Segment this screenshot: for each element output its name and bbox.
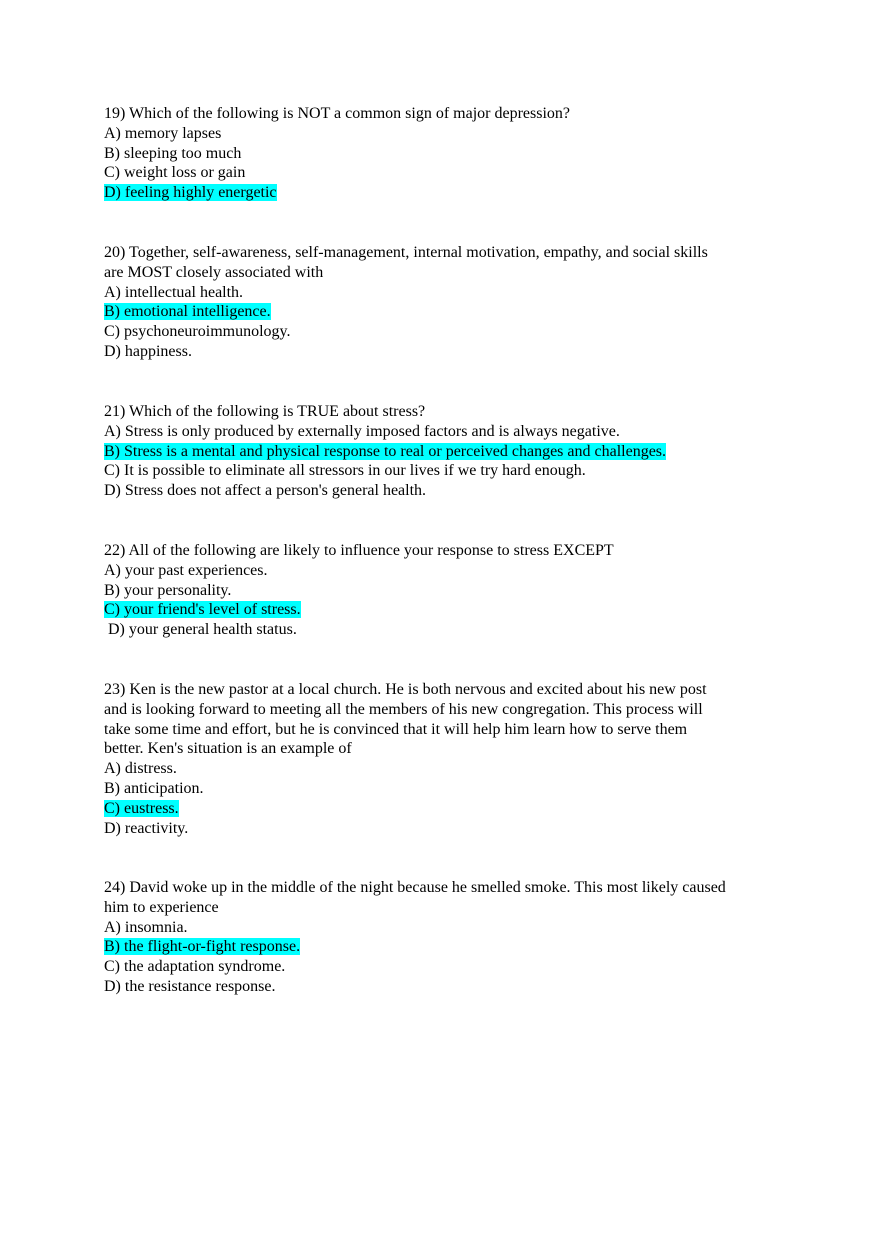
answer-option-d xyxy=(104,183,794,203)
answer-option-b: B) anticipation. xyxy=(104,779,204,797)
answer-option-c xyxy=(104,600,794,620)
question-stem: take some time and effort, but he is convinced that it will help him learn how to serve them xyxy=(104,720,688,738)
answer-option-d: D) reactivity. xyxy=(104,819,189,837)
answer-option-c: C) the adaptation syndrome. xyxy=(104,958,286,976)
answer-option-c: C) psychoneuroimmunology. xyxy=(104,323,291,341)
highlighted-answer: B) Stress is a mental and physical response to real or perceived changes and challenges. xyxy=(104,442,667,460)
answer-option-a: A) distress. xyxy=(104,760,177,778)
question-stem: 21) Which of the following is TRUE about stress? xyxy=(104,403,426,420)
answer-option-a: A) Stress is only produced by externally imposed factors and is always negative. xyxy=(104,422,620,440)
question-stem: 20) Together, self-awareness, self-management, internal motivation, empathy, and social skills xyxy=(104,244,708,261)
question-20 xyxy=(104,243,794,362)
question-24 xyxy=(104,878,794,997)
highlighted-answer: B) the flight-or-fight response. xyxy=(104,938,301,956)
answer-option-c: C) It is possible to eliminate all stressors in our lives if we try hard enough. xyxy=(104,462,586,480)
answer-option-d: D) your general health status. xyxy=(104,621,297,639)
answer-option-d: D) Stress does not affect a person's general health. xyxy=(104,482,427,500)
answer-option-b xyxy=(104,937,794,957)
answer-option-b: B) your personality. xyxy=(104,581,232,599)
question-stem: are MOST closely associated with xyxy=(104,263,324,281)
question-stem: 19) Which of the following is NOT a common sign of major depression? xyxy=(104,105,570,122)
question-stem: and is looking forward to meeting all the members of his new congregation. This process will xyxy=(104,700,703,718)
answer-option-a: A) your past experiences. xyxy=(104,561,268,579)
answer-option-b: B) sleeping too much xyxy=(104,144,242,162)
question-19 xyxy=(104,104,794,203)
answer-option-a: A) memory lapses xyxy=(104,124,222,142)
highlighted-answer: B) emotional intelligence. xyxy=(104,303,271,321)
question-stem: 22) All of the following are likely to influence your response to stress EXCEPT xyxy=(104,542,614,559)
highlighted-answer: C) eustress. xyxy=(104,799,179,817)
question-21 xyxy=(104,402,794,501)
question-stem: better. Ken's situation is an example of xyxy=(104,740,352,758)
highlighted-answer: D) feeling highly energetic xyxy=(104,184,277,202)
answer-option-b xyxy=(104,442,794,462)
answer-option-b xyxy=(104,302,794,322)
question-stem: 23) Ken is the new pastor at a local church. He is both nervous and excited about his new post xyxy=(104,681,707,698)
answer-option-a: A) intellectual health. xyxy=(104,283,244,301)
answer-option-c xyxy=(104,799,794,819)
question-stem: 24) David woke up in the middle of the night because he smelled smoke. This most likely caused xyxy=(104,879,726,896)
answer-option-c: C) weight loss or gain xyxy=(104,164,246,182)
highlighted-answer: C) your friend's level of stress. xyxy=(104,601,301,619)
question-stem: him to experience xyxy=(104,898,219,916)
question-23 xyxy=(104,680,794,838)
answer-option-d: D) the resistance response. xyxy=(104,977,276,995)
answer-option-a: A) insomnia. xyxy=(104,918,188,936)
answer-option-d: D) happiness. xyxy=(104,342,192,360)
question-22 xyxy=(104,541,794,640)
